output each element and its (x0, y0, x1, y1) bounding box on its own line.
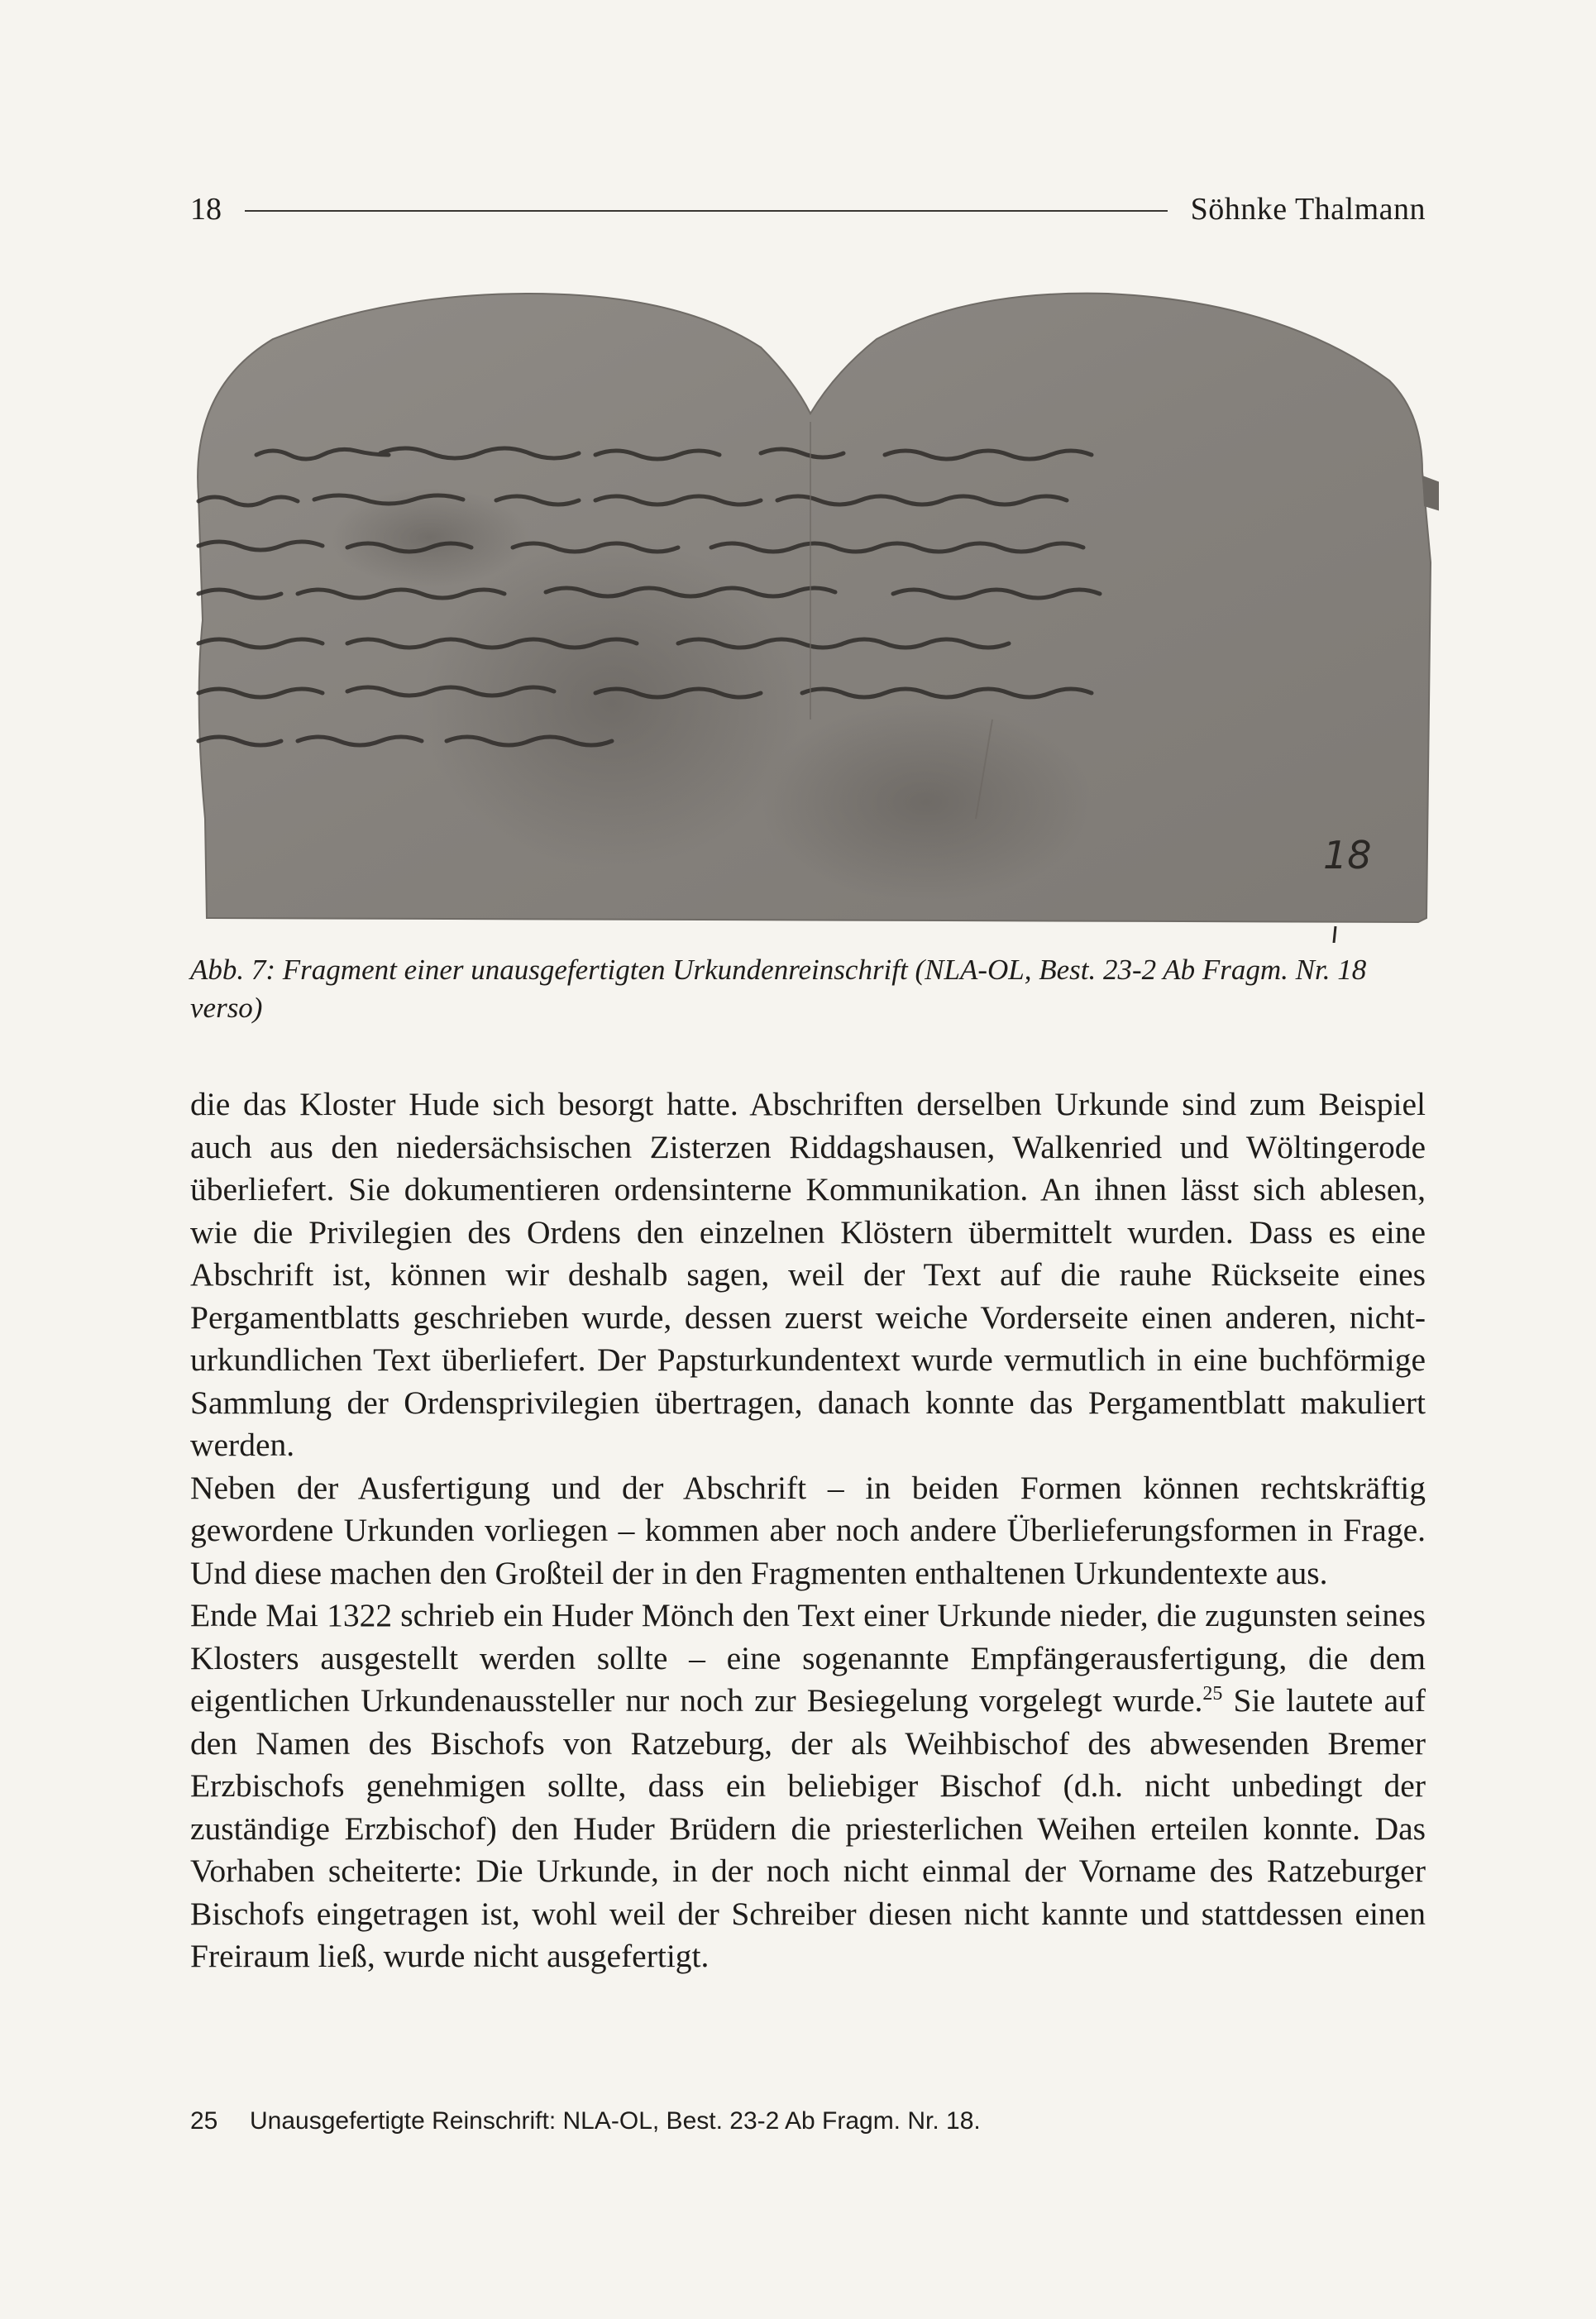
footnote-text: Unausgefertigte Reinschrift: NLA-OL, Best. 23-2 Ab Fragm. Nr. 18. (250, 2107, 981, 2135)
parchment-image (182, 289, 1439, 943)
caption-text: Fragment einer unausgefertigten Urkundenreinschrift (NLA-OL, Best. 23-2 Ab Fragm. Nr. 18 verso) (190, 954, 1367, 1024)
footnote-reference: 25 (1202, 1682, 1223, 1705)
paragraph-3-part-a: Ende Mai 1322 schrieb ein Huder Mönch den Text einer Urkunde nieder, die zugunsten seines Klosters ausgestellt werden sollte – eine sogenannte Empfängerausfertigung, die dem eigentlichen Urkundenaussteller nur noch zur Besiegelung vorgelegt wurde. (190, 1597, 1426, 1719)
footnote-number: 25 (190, 2107, 218, 2135)
margin-note: 18 (1323, 833, 1372, 877)
caption-prefix: Abb. 7: (190, 954, 276, 986)
body-text (190, 1083, 1426, 1978)
paragraph-1: die das Kloster Hude sich besorgt hatte. Abschriften derselben Urkunde sind zum Beispiel auch aus den niedersächsischen Zisterzen Riddagshausen, Walkenried und Wöltingerode überliefert. Sie dokumentieren ordensinterne Kommunikation. An ihnen lässt sich ablesen, wie die Privilegien des Ordens den einzelnen Klöstern übermittelt wurden. Dass es eine Abschrift ist, können wir deshalb sagen, weil der Text auf die rauhe Rückseite eines Pergamentblatts geschrieben wurde, dessen zuerst weiche Vorderseite einen anderen, nicht-urkundlichen Text überliefert. Der Papsturkundentext wurde vermutlich in eine buchförmige Sammlung der Ordensprivilegien übertragen, danach konnte das Pergamentblatt makuliert werden. (190, 1086, 1426, 1463)
header-rule (245, 210, 1168, 212)
footnote (190, 2105, 1426, 2138)
paragraph-2: Neben der Ausfertigung und der Abschrift – in beiden Formen können rechtskräftig gewordene Urkunden vorliegen – kommen aber noch andere Überlieferungsformen in Frage. Und diese machen den Großteil der in den Fragmenten enthaltenen Urkundentexte aus. (190, 1469, 1426, 1591)
paragraph-3 (190, 1595, 1426, 1978)
running-head: Söhnke Thalmann (1190, 192, 1426, 227)
figure-caption (190, 951, 1426, 1027)
paragraph-3-part-b: Sie lautete auf den Namen des Bischofs von Ratzeburg, der als Weihbischof des abwesenden Bremer Erzbischofs genehmigen sollte, dass ein beliebiger Bischof (d.h. nicht unbedingt der zuständige Erzbischof) den Huder Brüdern die priesterlichen Weihen erteilen konnte. Das Vorhaben scheiterte: Die Urkunde, in der noch nicht einmal der Vorname des Ratzeburger Bischofs eingetragen ist, wohl weil der Schreiber diesen nicht kannte und stattdessen einen Freiraum ließ, wurde nicht ausgefertigt. (190, 1682, 1426, 1974)
page-number: 18 (190, 192, 222, 227)
page-header (190, 189, 1426, 230)
parchment-fragment-photo (182, 289, 1439, 943)
